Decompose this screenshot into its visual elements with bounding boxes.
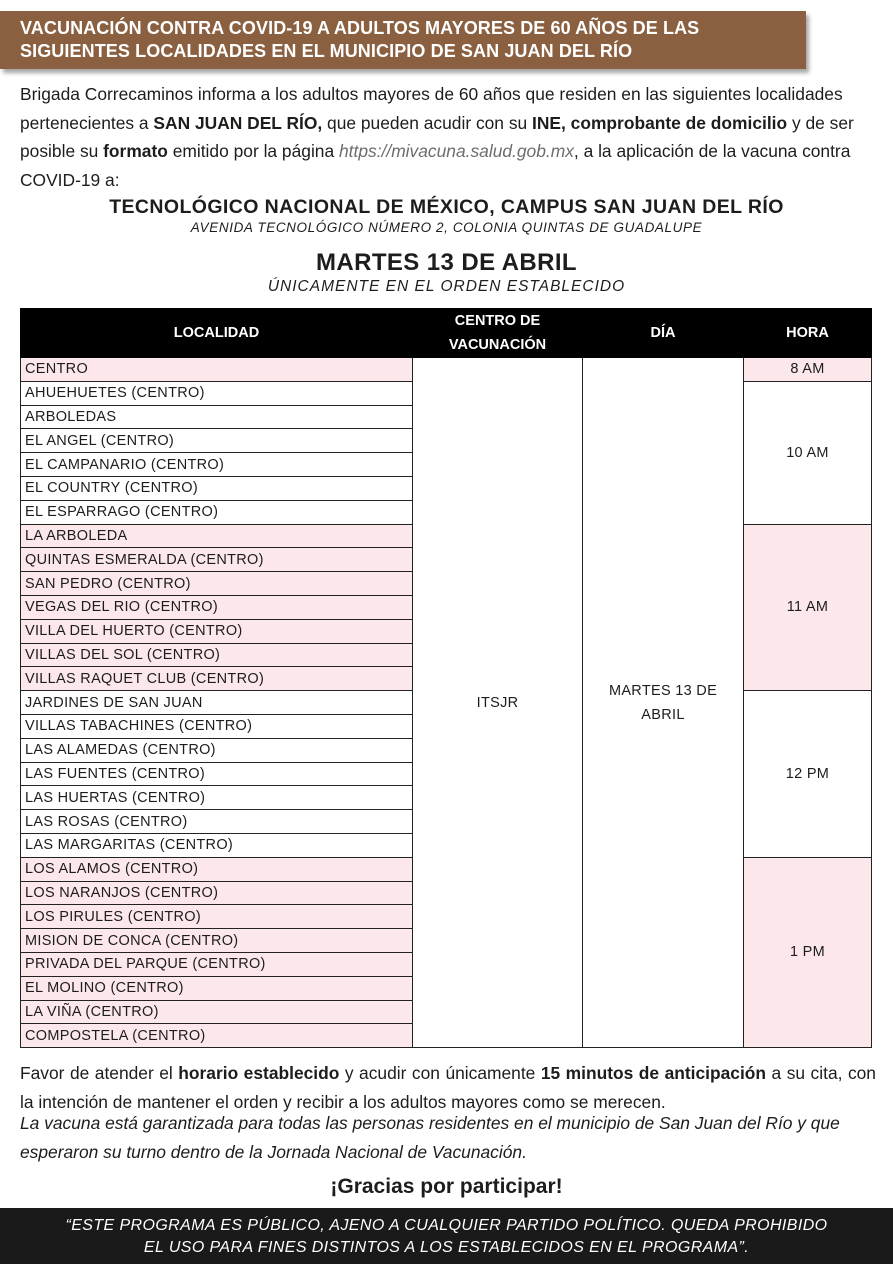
table-body xyxy=(21,358,872,1048)
hour-cell: 10 AM xyxy=(744,381,872,524)
locality-cell: LOS NARANJOS (CENTRO) xyxy=(21,881,413,905)
intro-text: que pueden acudir con su xyxy=(322,112,533,133)
intro-text: , a la aplicación de la vacuna contra COVID-19 a: xyxy=(20,141,851,190)
hour-cell: 12 PM xyxy=(744,691,872,858)
footer-disclaimer xyxy=(0,1208,893,1264)
locality-cell: EL CAMPANARIO (CENTRO) xyxy=(21,453,413,477)
intro-municipality: SAN JUAN DEL RÍO, xyxy=(153,112,323,133)
locality-cell: JARDINES DE SAN JUAN xyxy=(21,691,413,715)
intro-formato: formato xyxy=(103,141,168,161)
locality-cell: SAN PEDRO (CENTRO) xyxy=(21,572,413,596)
locality-cell: VILLAS DEL SOL (CENTRO) xyxy=(21,643,413,667)
locality-cell: QUINTAS ESMERALDA (CENTRO) xyxy=(21,548,413,572)
locality-cell: VILLAS RAQUET CLUB (CENTRO) xyxy=(21,667,413,691)
locality-cell: COMPOSTELA (CENTRO) xyxy=(21,1024,413,1048)
footer-line-1: “ESTE PROGRAMA ES PÚBLICO, AJENO A CUALQUIER PARTIDO POLÍTICO. QUEDA PROHIBIDO xyxy=(65,1217,828,1234)
footer-line-2: EL USO PARA FINES DISTINTOS A LOS ESTABLECIDOS EN EL PROGRAMA”. xyxy=(143,1239,750,1256)
mivacuna-link[interactable]: https://mivacuna.salud.gob.mx xyxy=(339,141,574,161)
vaccination-center-cell: ITSJR xyxy=(413,358,583,1048)
locality-cell: VILLAS TABACHINES (CENTRO) xyxy=(21,714,413,738)
closing-text: y acudir con únicamente xyxy=(339,1063,541,1083)
closing-text: a su cita, con la intención de mantener el orden y recibir a los adultos mayores como se merecen. xyxy=(20,1063,876,1112)
closing-text: Favor de atender el xyxy=(20,1063,179,1083)
hour-cell: 11 AM xyxy=(744,524,872,691)
locality-cell: LOS ALAMOS (CENTRO) xyxy=(21,857,413,881)
locality-cell: MISION DE CONCA (CENTRO) xyxy=(21,929,413,953)
banner-title-line-2: SIGUIENTES LOCALIDADES EN EL MUNICIPIO DE SAN JUAN DEL RÍO xyxy=(20,41,633,61)
locality-cell: EL ANGEL (CENTRO) xyxy=(21,429,413,453)
order-note: ÚNICAMENTE EN EL ORDEN ESTABLECIDO xyxy=(267,278,626,295)
schedule-table xyxy=(20,308,872,1048)
intro-text: y de ser posible su xyxy=(20,112,854,161)
locality-cell: LAS ROSAS (CENTRO) xyxy=(21,810,413,834)
intro-paragraph xyxy=(20,80,876,194)
closing-bold-minutes: 15 minutos de anticipación xyxy=(540,1063,767,1083)
header-hora: HORA xyxy=(744,309,872,358)
locality-cell: LAS HUERTAS (CENTRO) xyxy=(21,786,413,810)
hour-cell: 8 AM xyxy=(744,358,872,382)
locality-cell: PRIVADA DEL PARQUE (CENTRO) xyxy=(21,952,413,976)
locality-cell: LAS FUENTES (CENTRO) xyxy=(21,762,413,786)
thanks-message: ¡Gracias por participar! xyxy=(330,1175,563,1198)
closing-bold-schedule: horario establecido xyxy=(178,1063,340,1083)
locality-cell: VEGAS DEL RIO (CENTRO) xyxy=(21,595,413,619)
locality-cell: EL ESPARRAGO (CENTRO) xyxy=(21,500,413,524)
locality-cell: EL COUNTRY (CENTRO) xyxy=(21,476,413,500)
day-cell: MARTES 13 DE ABRIL xyxy=(583,358,744,1048)
intro-text: emitido por la página xyxy=(167,141,339,161)
header-localidad: LOCALIDAD xyxy=(21,309,413,358)
closing-paragraph xyxy=(20,1059,876,1116)
locality-cell: ARBOLEDAS xyxy=(21,405,413,429)
table-header-row xyxy=(21,309,872,358)
intro-text: Brigada Correcaminos informa a los adultos mayores de 60 años que residen en las siguientes localidades pertenecientes a xyxy=(20,84,843,133)
date-title: MARTES 13 DE ABRIL xyxy=(315,249,577,276)
hour-cell: 1 PM xyxy=(744,857,872,1047)
locality-cell: LA VIÑA (CENTRO) xyxy=(21,1000,413,1024)
guarantee-note: La vacuna está garantizada para todas las personas residentes en el municipio de San Juan del Río y que esperaron su turno dentro de la Jornada Nacional de Vacunación. xyxy=(20,1113,840,1162)
locality-cell: LAS MARGARITAS (CENTRO) xyxy=(21,833,413,857)
venue-name: TECNOLÓGICO NACIONAL DE MÉXICO, CAMPUS SAN JUAN DEL RÍO xyxy=(109,196,784,218)
locality-cell: LA ARBOLEDA xyxy=(21,524,413,548)
header-centro: CENTRO DE VACUNACIÓN xyxy=(413,309,583,358)
locality-cell: CENTRO xyxy=(21,358,413,382)
title-banner xyxy=(0,11,806,69)
table-row xyxy=(21,358,872,382)
intro-ine: INE, comprobante de domicilio xyxy=(532,112,788,133)
locality-cell: LAS ALAMEDAS (CENTRO) xyxy=(21,738,413,762)
header-dia: DÍA xyxy=(583,309,744,358)
locality-cell: EL MOLINO (CENTRO) xyxy=(21,976,413,1000)
locality-cell: AHUEHUETES (CENTRO) xyxy=(21,381,413,405)
venue-address: AVENIDA TECNOLÓGICO NÚMERO 2, COLONIA QUINTAS DE GUADALUPE xyxy=(190,220,703,235)
locality-cell: VILLA DEL HUERTO (CENTRO) xyxy=(21,619,413,643)
banner-title-line-1: VACUNACIÓN CONTRA COVID-19 A ADULTOS MAYORES DE 60 AÑOS DE LAS xyxy=(20,18,700,38)
locality-cell: LOS PIRULES (CENTRO) xyxy=(21,905,413,929)
